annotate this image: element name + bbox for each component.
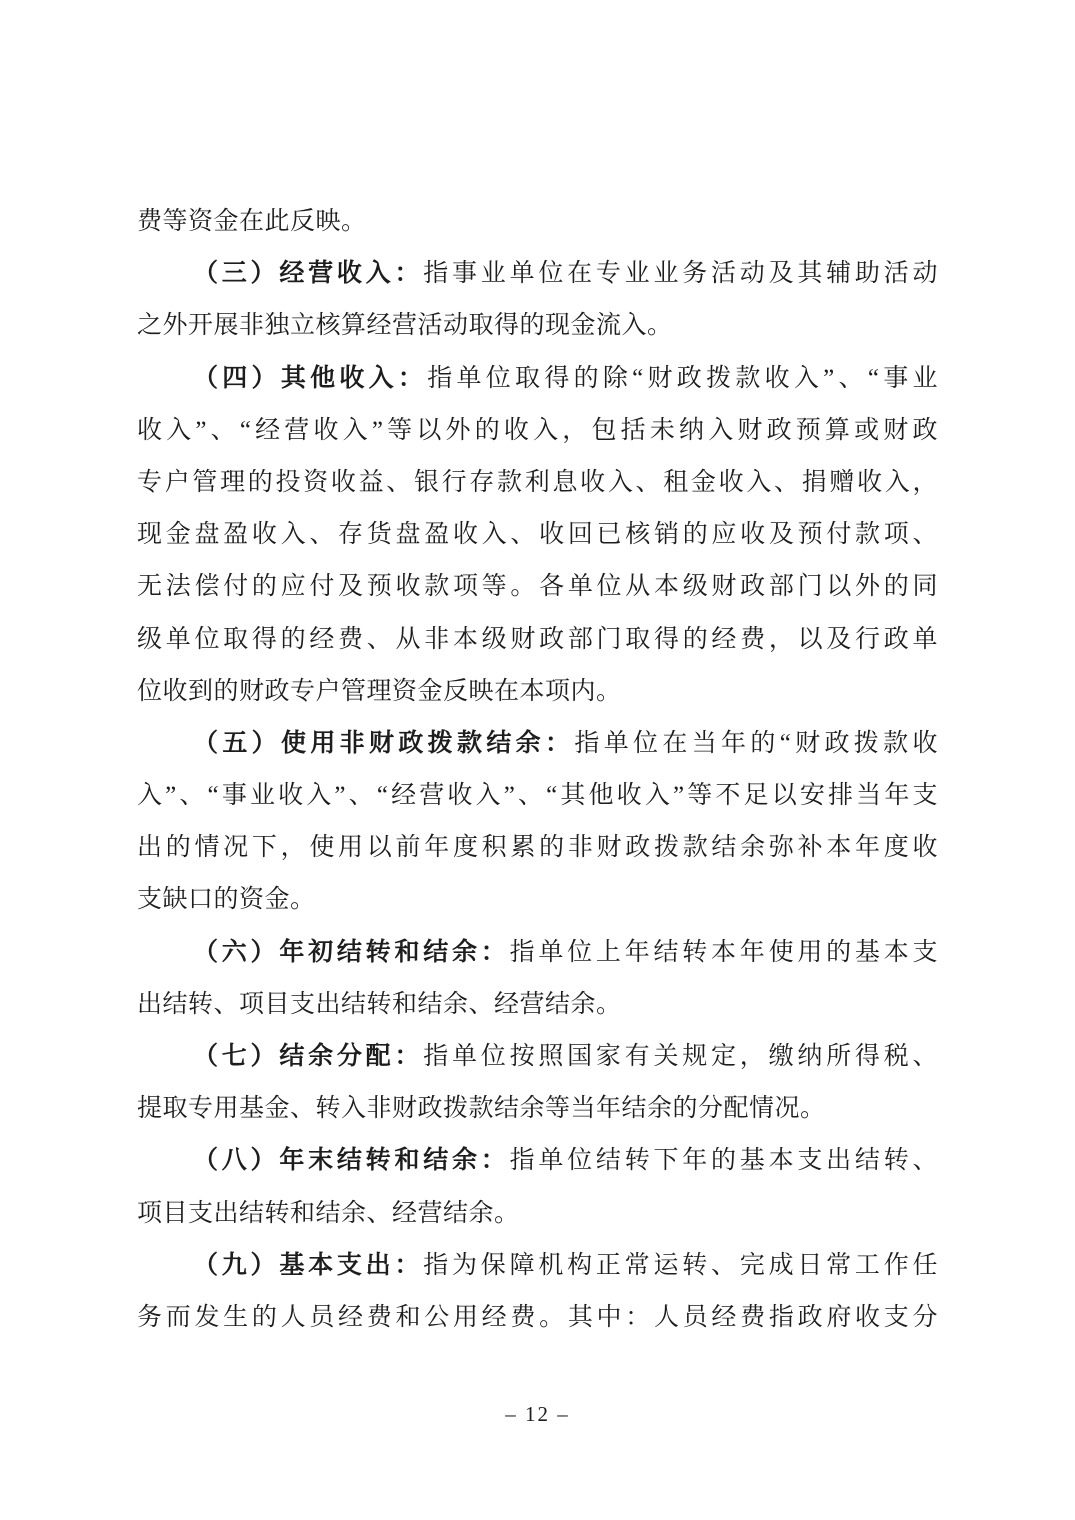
paragraph-text: 无法偿付的应付及预收款项等。各单位从本级财政部门以外的同 xyxy=(137,573,938,601)
paragraph-text: 指单位在当年的“财政拨款收 xyxy=(574,729,938,757)
text-line-9 xyxy=(137,614,938,666)
text-line-12 xyxy=(137,770,938,822)
paragraph-term: （七）结余分配： xyxy=(193,1043,424,1070)
paragraph-term: （三）经营收入： xyxy=(193,260,424,288)
text-line-21 xyxy=(137,1240,938,1292)
paragraph-text: 现金盘盈收入、存货盘盈收入、收回已核销的应收及预付款项、 xyxy=(137,521,938,549)
paragraph-text: 专户管理的投资收益、银行存款利息收入、租金收入、捐赠收入， xyxy=(137,468,938,496)
text-line-8 xyxy=(137,561,938,613)
paragraph-term: （五）使用非财政拨款结余： xyxy=(193,729,575,757)
text-line-19 xyxy=(137,1135,938,1187)
paragraph-term: （八）年末结转和结余： xyxy=(193,1147,510,1175)
text-line-14 xyxy=(137,874,938,926)
text-line-5 xyxy=(137,405,938,457)
paragraph-text: 项目支出结转和结余、经营结余。 xyxy=(137,1199,520,1227)
text-line-11 xyxy=(137,718,938,770)
paragraph-text: 务而发生的人员经费和公用经费。其中：人员经费指政府收支分 xyxy=(137,1303,938,1331)
text-line-4 xyxy=(137,353,938,405)
text-line-6 xyxy=(137,457,938,509)
text-line-16 xyxy=(137,979,938,1031)
text-line-13 xyxy=(137,822,938,874)
text-line-18 xyxy=(137,1083,938,1135)
paragraph-term: （四）其他收入： xyxy=(193,364,428,392)
body-text xyxy=(137,196,938,1344)
paragraph-text: 指单位上年结转本年使用的基本支 xyxy=(509,938,938,966)
text-line-22 xyxy=(137,1292,938,1344)
paragraph-text: 指单位取得的除“财政拨款收入”、“事业 xyxy=(427,364,938,392)
paragraph-text: 收入”、“经营收入”等以外的收入，包括未纳入财政预算或财政 xyxy=(137,416,938,444)
paragraph-term: （六）年初结转和结余： xyxy=(193,938,510,966)
text-line-1 xyxy=(137,196,938,248)
text-line-20 xyxy=(137,1188,938,1240)
paragraph-text: 位收到的财政专户管理资金反映在本项内。 xyxy=(137,677,622,705)
text-line-17 xyxy=(137,1031,938,1083)
paragraph-text: 出的情况下，使用以前年度积累的非财政拨款结余弥补本年度收 xyxy=(137,834,938,862)
paragraph-text: 指为保障机构正常运转、完成日常工作任 xyxy=(423,1251,938,1279)
paragraph-text: 入”、“事业收入”、“经营收入”、“其他收入”等不足以安排当年支 xyxy=(137,782,938,810)
paragraph-text: 指单位结转下年的基本支出结转、 xyxy=(509,1147,938,1175)
text-line-7 xyxy=(137,509,938,561)
paragraph-text: 之外开展非独立核算经营活动取得的现金流入。 xyxy=(137,312,673,340)
page-number: – 12 – xyxy=(505,1402,570,1426)
text-line-15 xyxy=(137,927,938,979)
paragraph-term: （九）基本支出： xyxy=(193,1251,424,1279)
paragraph-text: 指单位按照国家有关规定，缴纳所得税、 xyxy=(423,1043,938,1070)
paragraph-text: 费等资金在此反映。 xyxy=(137,208,367,235)
text-line-10 xyxy=(137,666,938,718)
paragraph-text: 级单位取得的经费、从非本级财政部门取得的经费，以及行政单 xyxy=(137,625,938,653)
paragraph-text: 支缺口的资金。 xyxy=(137,886,316,914)
paragraph-text: 指事业单位在专业业务活动及其辅助活动 xyxy=(423,260,938,288)
paragraph-text: 提取专用基金、转入非财政拨款结余等当年结余的分配情况。 xyxy=(137,1095,826,1123)
text-line-3 xyxy=(137,300,938,352)
paragraph-text: 出结转、项目支出结转和结余、经营结余。 xyxy=(137,990,622,1018)
text-line-2 xyxy=(137,248,938,300)
